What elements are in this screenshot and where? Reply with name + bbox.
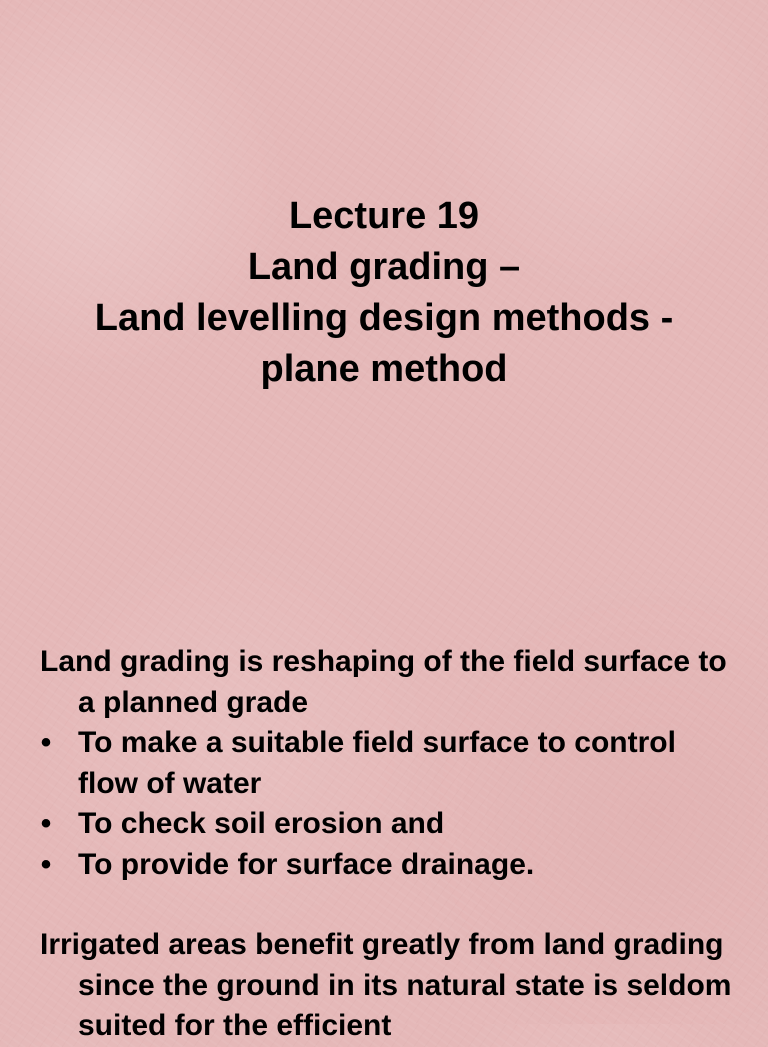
second-paragraph: Irrigated areas benefit greatly from land grading since the ground in its natural state is seldom suited for the efficient	[40, 928, 732, 1042]
slide-body	[40, 642, 740, 1047]
title-line-topic: Land grading –	[247, 246, 521, 288]
paragraph-spacer	[40, 885, 740, 925]
bullet-icon: •	[40, 726, 52, 759]
title-line-lecture-number: Lecture 19	[288, 195, 480, 237]
title-line-method: plane method	[260, 348, 508, 390]
intro-paragraph: Land grading is reshaping of the field surface to a planned grade	[40, 645, 727, 719]
slide-title	[0, 191, 768, 395]
bullet-icon: •	[40, 807, 52, 840]
title-line-subtopic: Land levelling design methods -	[94, 297, 674, 339]
bullet-item	[40, 845, 740, 886]
bullet-icon: •	[40, 847, 52, 881]
bullet-text: To check soil erosion and	[78, 807, 445, 840]
bullet-text: To make a suitable field surface to control flow of water	[78, 726, 676, 800]
bullet-item	[40, 804, 740, 845]
bullet-list	[40, 723, 740, 885]
bullet-text: To provide for surface drainage.	[78, 847, 535, 881]
bullet-item	[40, 723, 740, 804]
